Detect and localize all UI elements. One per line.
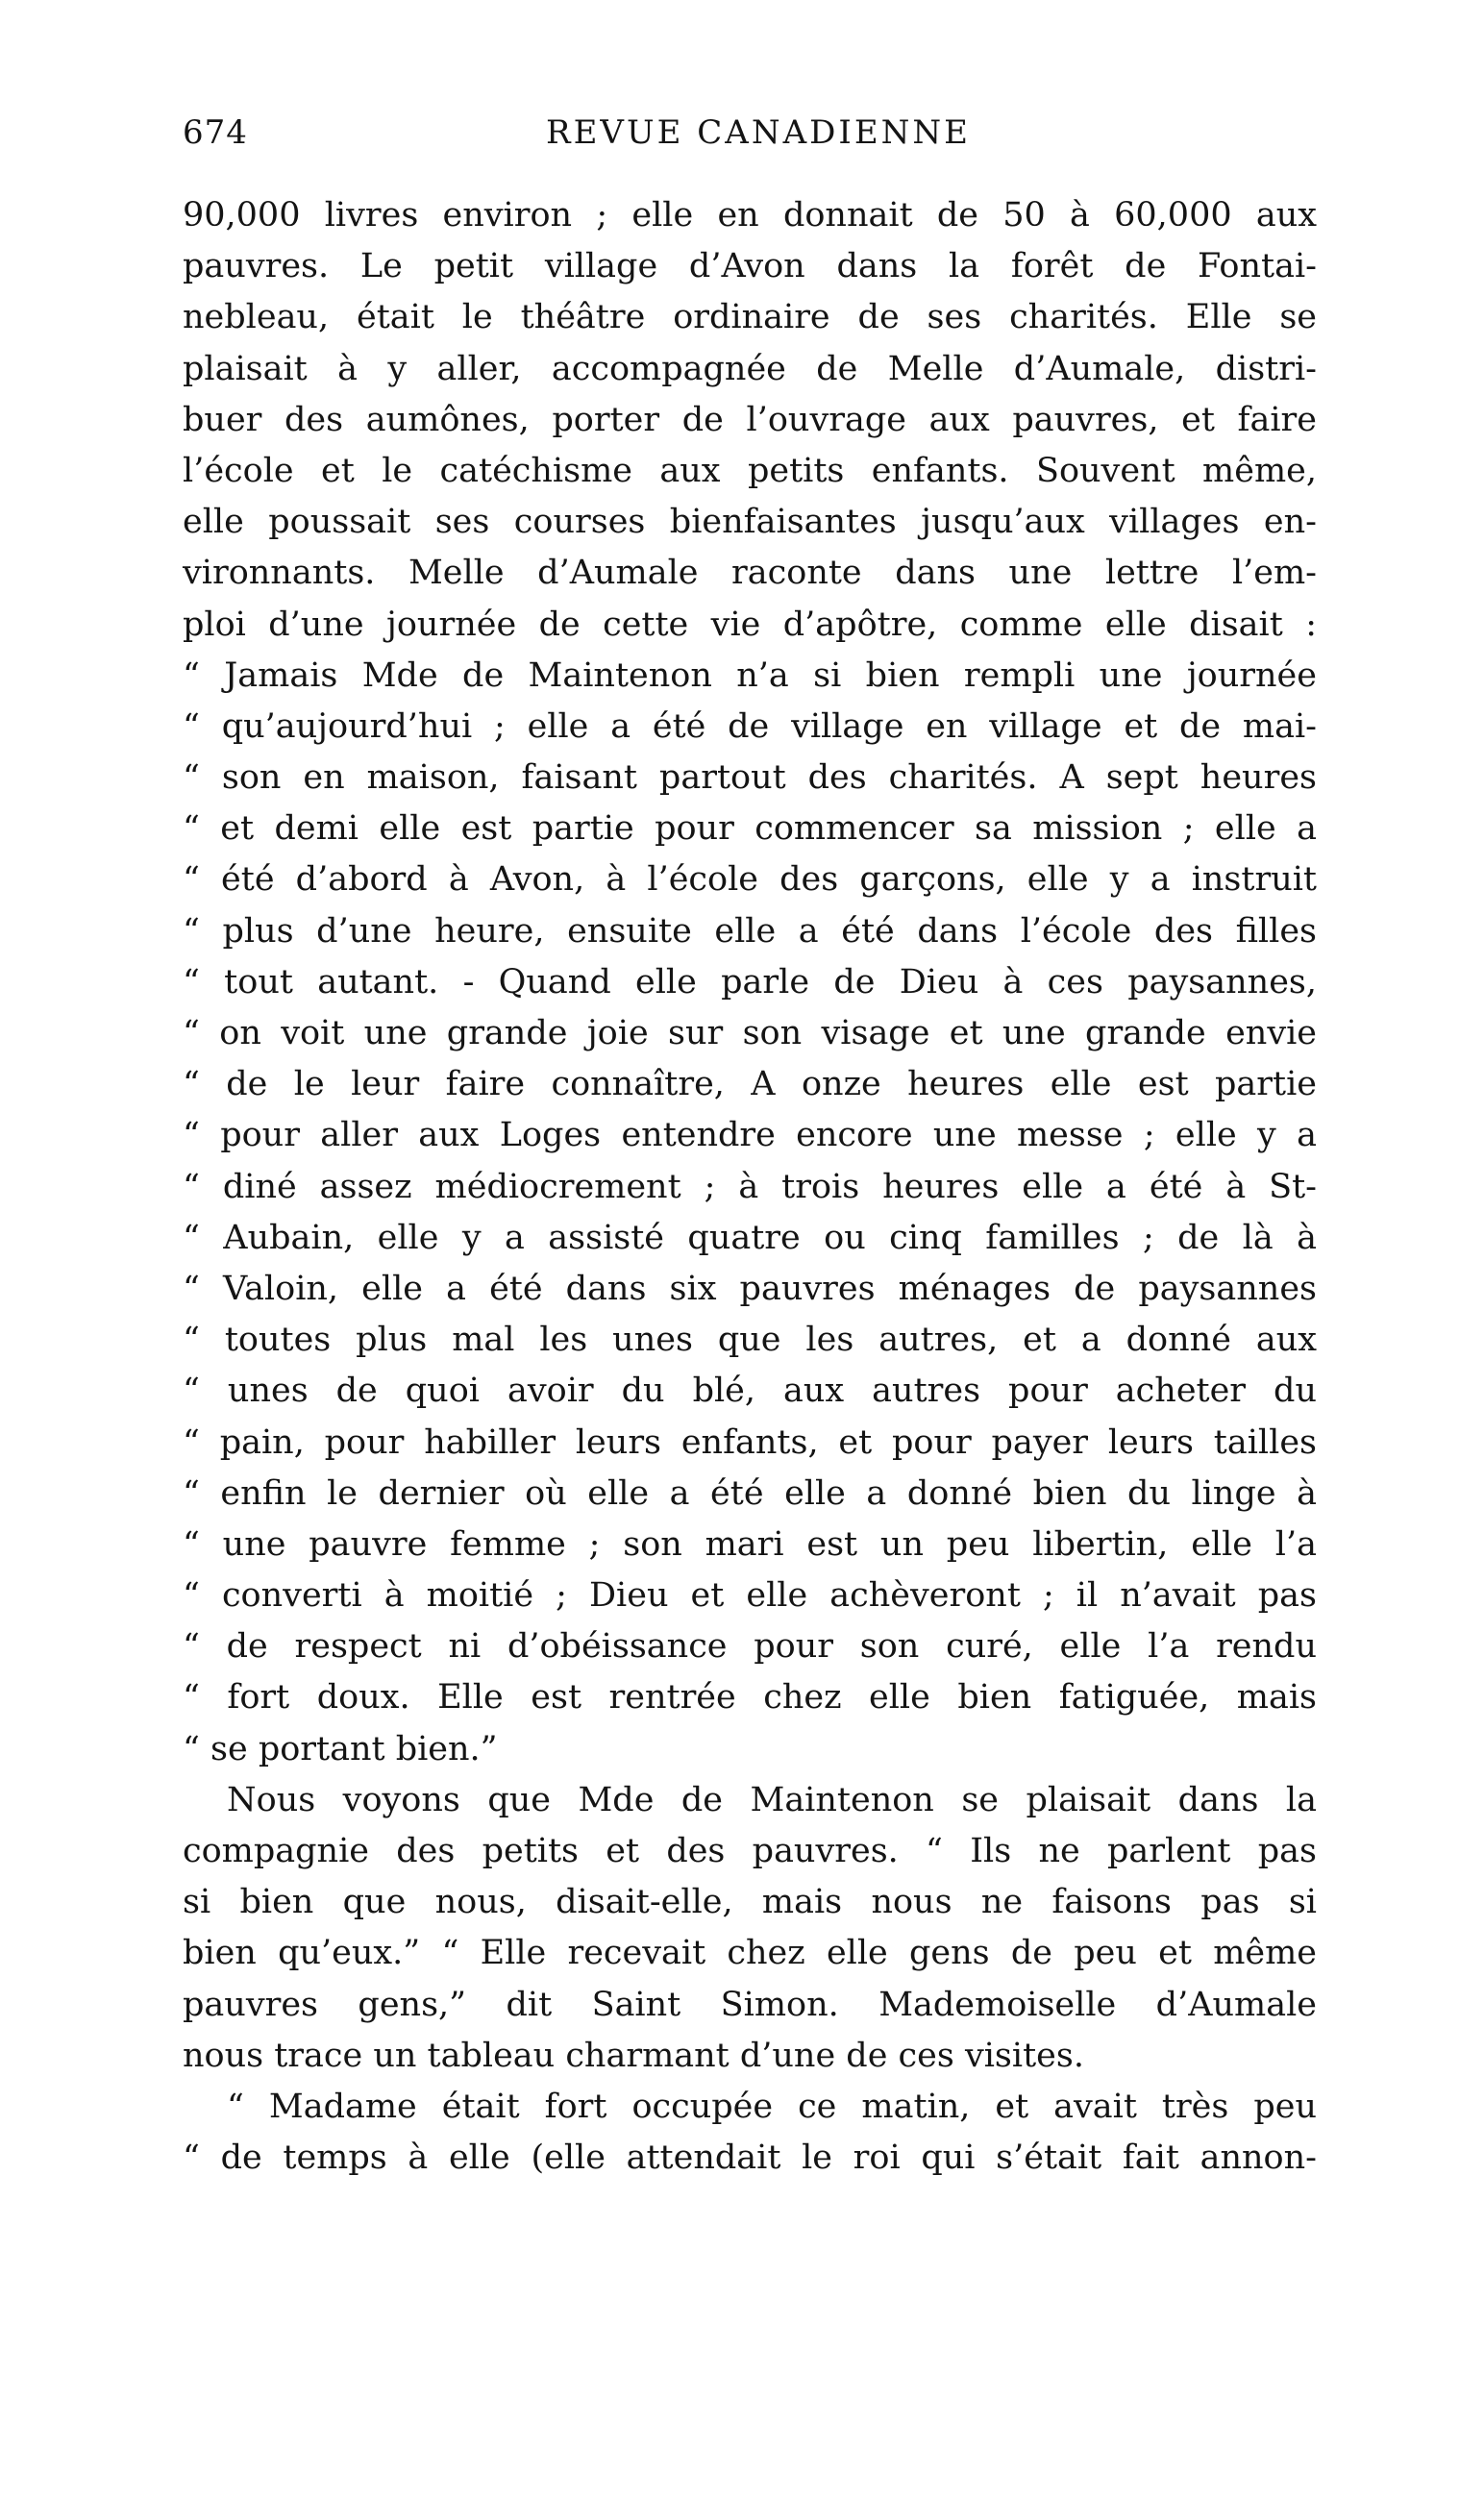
page-header	[183, 113, 1317, 171]
text-line: pauvres. Le petit village d’Avon dans la forêt de Fontai-	[183, 247, 1317, 286]
quote-line: “ été d’abord à Avon, à l’école des garçons, elle y a instruit	[183, 860, 1317, 900]
quote-line: “ diné assez médiocrement ; à trois heures elle a été à St-	[183, 1167, 1317, 1206]
quote-line: “ enfin le dernier où elle a été elle a donné bien du linge à	[183, 1473, 1317, 1513]
paragraph-start-line: “ Madame était fort occupée ce matin, et avait très peu	[227, 2087, 1317, 2126]
text-line: “ de temps à elle (elle attendait le roi qui s’était fait annon-	[183, 2139, 1317, 2178]
quote-line: “ se portant bien.”	[183, 1729, 498, 1768]
quote-line: “ qu’aujourd’hui ; elle a été de village en village et de mai-	[183, 706, 1317, 746]
quote-line: “ son en maison, faisant partout des charités. A sept heures	[183, 758, 1317, 798]
text-line: buer des aumônes, porter de l’ouvrage aux pauvres, et faire	[183, 400, 1317, 439]
text-line: pauvres gens,” dit Saint Simon. Mademoiselle d’Aumale	[183, 1985, 1317, 2024]
text-line: compagnie des petits et des pauvres. “ Ils ne parlent pas	[183, 1832, 1317, 1870]
running-title: REVUE CANADIENNE	[546, 113, 971, 152]
quote-line: “ unes de quoi avoir du blé, aux autres pour acheter du	[183, 1372, 1317, 1411]
quote-line: “ tout autant. - Quand elle parle de Dieu à ces paysannes,	[183, 962, 1317, 1001]
quote-line: “ converti à moitié ; Dieu et elle achèveront ; il n’avait pas	[183, 1576, 1317, 1616]
body-text	[183, 190, 1317, 2184]
text-line: nous trace un tableau charmant d’une de ces visites.	[183, 2036, 1084, 2075]
quote-line: “ plus d’une heure, ensuite elle a été dans l’école des filles	[183, 911, 1317, 951]
quote-line: “ toutes plus mal les unes que les autres, et a donné aux	[183, 1321, 1317, 1360]
quote-line: “ une pauvre femme ; son mari est un peu libertin, elle l’a	[183, 1524, 1317, 1564]
text-line: elle poussait ses courses bienfaisantes jusqu’aux villages en-	[183, 503, 1317, 542]
quote-line: “ pain, pour habiller leurs enfants, et pour payer leurs tailles	[183, 1422, 1317, 1462]
quote-line: “ et demi elle est partie pour commencer sa mission ; elle a	[183, 809, 1317, 849]
text-line: l’école et le catéchisme aux petits enfants. Souvent même,	[183, 451, 1317, 490]
text-line: si bien que nous, disait-elle, mais nous ne faisons pas si	[183, 1883, 1317, 1922]
text-line: 90,000 livres environ ; elle en donnait de 50 à 60,000 aux	[183, 196, 1317, 235]
quote-line: “ fort doux. Elle est rentrée chez elle bien fatiguée, mais	[183, 1678, 1317, 1718]
quote-line: “ de respect ni d’obéissance pour son curé, elle l’a rendu	[183, 1627, 1317, 1667]
text-line: bien qu’eux.” “ Elle recevait chez elle gens de peu et même	[183, 1934, 1317, 1973]
text-line: nebleau, était le théâtre ordinaire de ses charités. Elle se	[183, 298, 1317, 337]
quote-line: “ Aubain, elle y a assisté quatre ou cinq familles ; de là à	[183, 1218, 1317, 1257]
quote-line: “ de le leur faire connaître, A onze heures elle est partie	[183, 1065, 1317, 1104]
quote-line: “ Valoin, elle a été dans six pauvres ménages de paysannes	[183, 1269, 1317, 1308]
text-line: ploi d’une journée de cette vie d’apôtre, comme elle disait :	[183, 605, 1317, 644]
quote-line: “ Jamais Mde de Maintenon n’a si bien rempli une journée	[183, 655, 1317, 695]
quote-line: “ pour aller aux Loges entendre encore une messe ; elle y a	[183, 1116, 1317, 1155]
paragraph-start-line: Nous voyons que Mde de Maintenon se plaisait dans la	[227, 1780, 1317, 1819]
text-line: vironnants. Melle d’Aumale raconte dans une lettre l’em-	[183, 554, 1317, 593]
quote-line: “ on voit une grande joie sur son visage et une grande envie	[183, 1014, 1317, 1052]
text-line: plaisait à y aller, accompagnée de Melle d’Aumale, distri-	[183, 349, 1317, 388]
page-number: 674	[183, 113, 248, 152]
